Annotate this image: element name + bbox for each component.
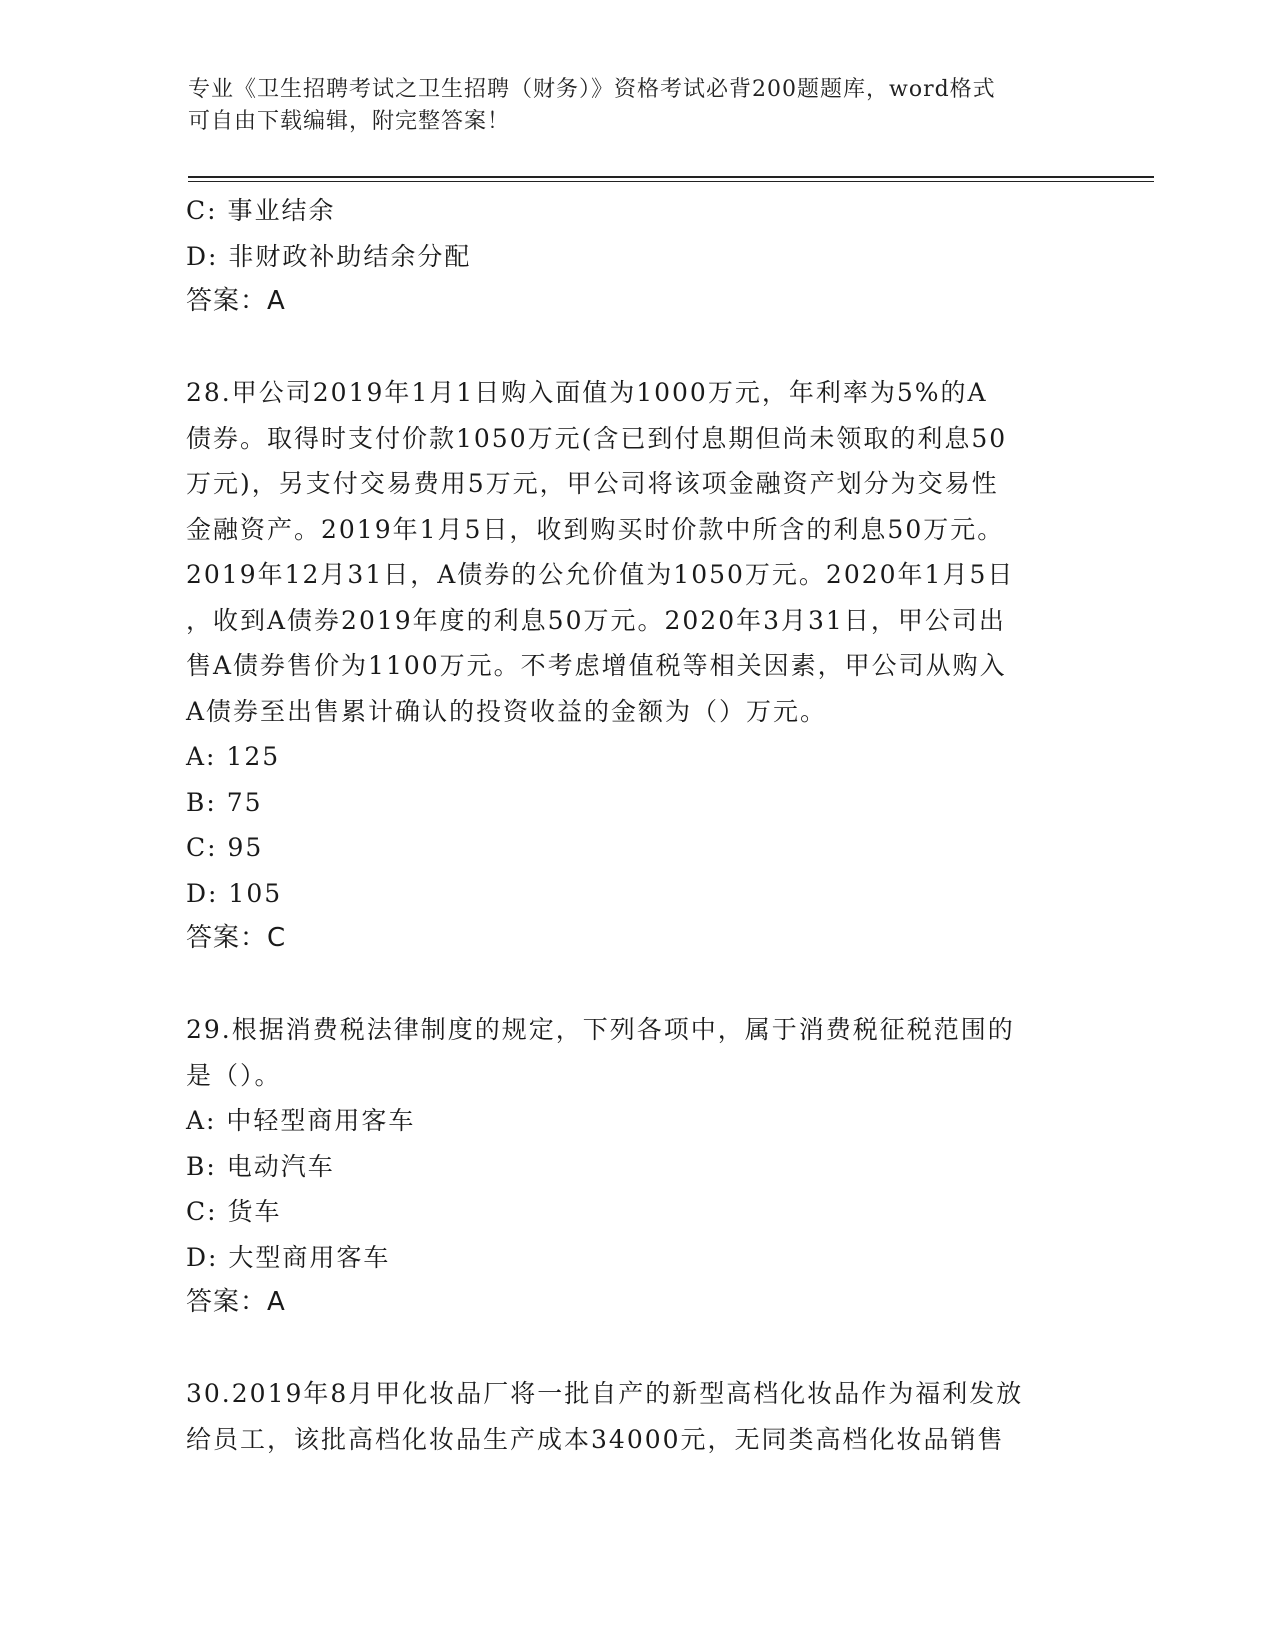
option-b: B: 75 bbox=[186, 787, 263, 817]
previous-question-tail bbox=[186, 188, 1086, 325]
stem-line: 28.甲公司2019年1月1日购入面值为1000万元，年利率为5%的A bbox=[186, 378, 988, 407]
header-divider-thin bbox=[188, 181, 1154, 182]
question-stem bbox=[186, 370, 1086, 734]
option-c: C: 95 bbox=[186, 833, 264, 862]
option-c: C: 货车 bbox=[186, 1197, 282, 1226]
option-d: D: 105 bbox=[186, 878, 283, 908]
spacer bbox=[186, 325, 1086, 371]
document-header bbox=[188, 74, 1068, 138]
answer-line: 答案：C bbox=[186, 923, 287, 953]
stem-line: 给员工，该批高档化妆品生产成本34000元，无同类高档化妆品销售 bbox=[186, 1424, 1005, 1454]
question-stem bbox=[186, 1007, 1086, 1098]
spacer bbox=[186, 962, 1086, 1008]
document-body bbox=[186, 188, 1086, 1462]
stem-line: 售A债券售价为1100万元。不考虑增值税等相关因素，甲公司从购入 bbox=[186, 651, 1007, 680]
option-d: D: 非财政补助结余分配 bbox=[186, 241, 472, 271]
stem-line: ，收到A债券2019年度的利息50万元。2020年3月31日，甲公司出 bbox=[186, 605, 1006, 635]
option-b: B: 电动汽车 bbox=[186, 1151, 335, 1181]
stem-line: 29.根据消费税法律制度的规定，下列各项中，属于消费税征税范围的 bbox=[186, 1015, 1015, 1044]
answer-line: 答案：A bbox=[186, 286, 286, 316]
header-title-line-2: 可自由下载编辑，附完整答案！ bbox=[188, 109, 511, 134]
header-title-line-1: 专业《卫生招聘考试之卫生招聘（财务）》资格考试必背200题题库，word格式 bbox=[188, 77, 996, 102]
option-c: C: 事业结余 bbox=[186, 196, 336, 225]
question-29 bbox=[186, 1007, 1086, 1326]
spacer bbox=[186, 1326, 1086, 1372]
stem-line: 30.2019年8月甲化妆品厂将一批自产的新型高档化妆品作为福利发放 bbox=[186, 1379, 1024, 1408]
question-30 bbox=[186, 1371, 1086, 1462]
stem-line: A债券至出售累计确认的投资收益的金额为（）万元。 bbox=[186, 696, 828, 726]
stem-line: 是（）。 bbox=[186, 1060, 282, 1090]
stem-line: 金融资产。2019年1月5日，收到购买时价款中所含的利息50万元。 bbox=[186, 514, 1005, 544]
stem-line: 万元)，另支付交易费用5万元，甲公司将该项金融资产划分为交易性 bbox=[186, 469, 999, 498]
question-28 bbox=[186, 370, 1086, 962]
stem-line: 2019年12月31日，A债券的公允价值为1050万元。2020年1月5日 bbox=[186, 560, 1015, 589]
question-stem bbox=[186, 1371, 1086, 1462]
option-d: D: 大型商用客车 bbox=[186, 1242, 391, 1272]
stem-line: 债券。取得时支付价款1050万元(含已到付息期但尚未领取的利息50 bbox=[186, 423, 1008, 453]
option-a: A: 中轻型商用客车 bbox=[186, 1106, 416, 1135]
option-a: A: 125 bbox=[186, 742, 281, 771]
header-divider-thick bbox=[188, 176, 1154, 178]
answer-line: 答案：A bbox=[186, 1287, 286, 1317]
